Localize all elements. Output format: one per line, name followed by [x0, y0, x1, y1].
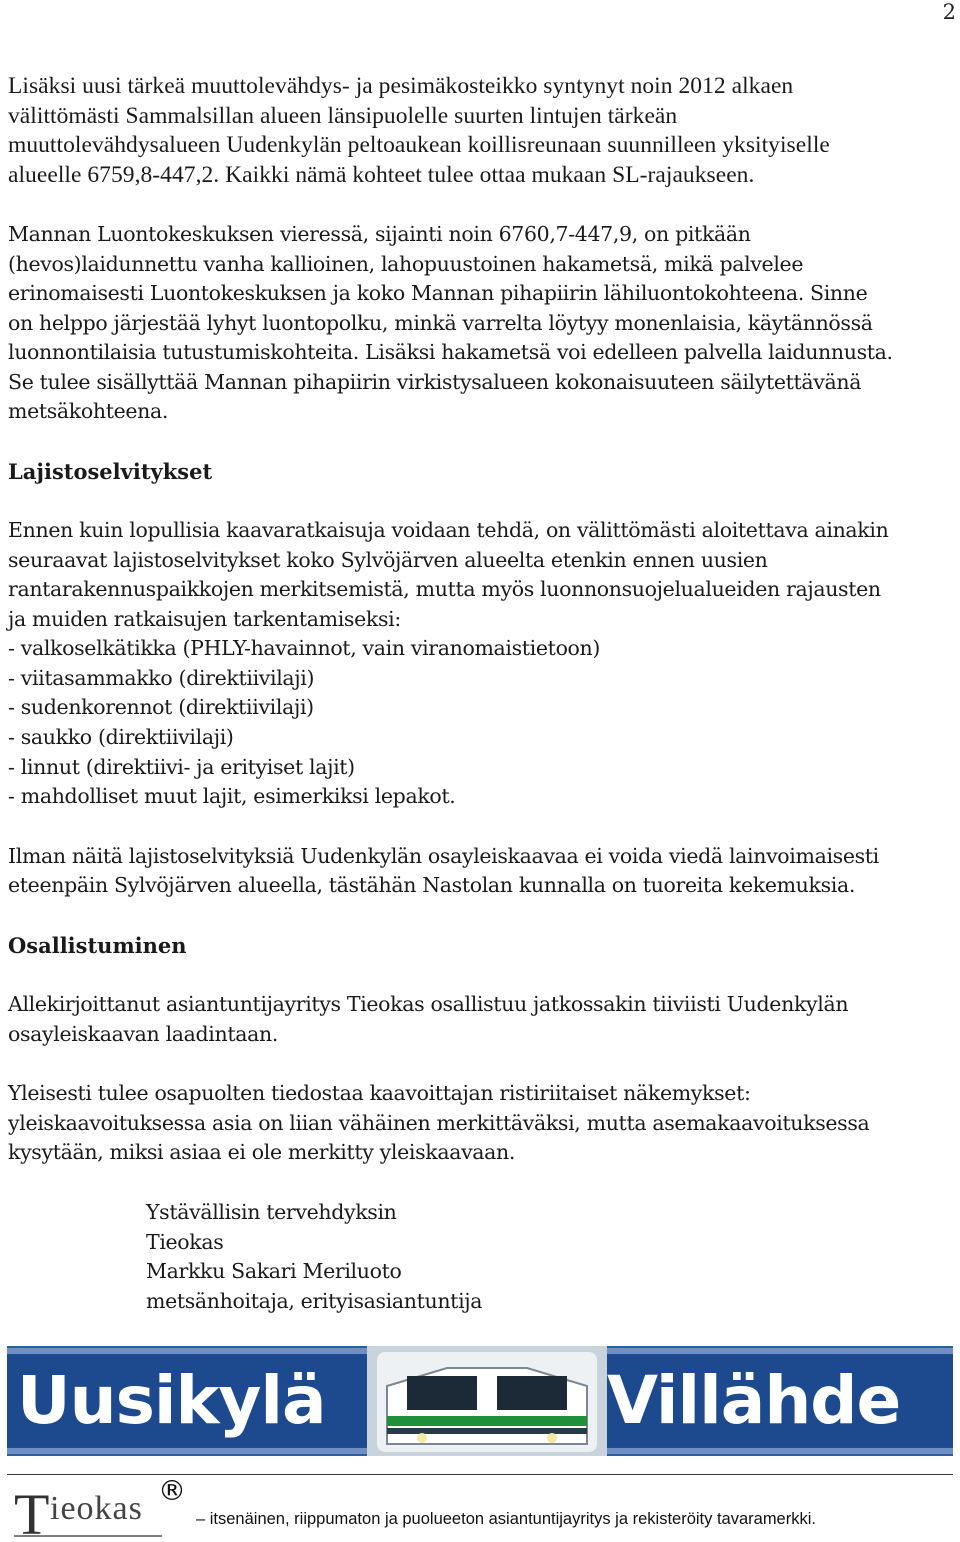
registered-mark: ®	[158, 1474, 186, 1507]
paragraph-line: Lisäksi uusi tärkeä muuttolevähdys- ja pesimäkosteikko syntynyt noin 2012 alkaen	[8, 73, 794, 99]
signature-line: Markku Sakari Meriluoto	[146, 1259, 402, 1283]
footer-tagline: – itsenäinen, riippumaton ja puolueeton asiantuntijayritys ja rekisteröity tavaramerkki.	[196, 1510, 816, 1528]
paragraph-line: kysytään, miksi asiaa ei ole merkitty yleiskaavaan.	[8, 1140, 516, 1164]
paragraph-line: luonnontilaisia tutustumiskohteita. Lisäksi hakametsä voi edelleen palvella laidunnusta.	[8, 340, 893, 364]
section-heading: Osallistuminen	[8, 933, 187, 958]
paragraph-line: rantarakennuspaikkojen merkitsemistä, mutta myös luonnonsuojelualueiden rajausten	[8, 577, 881, 601]
section-heading: Lajistoselvitykset	[8, 459, 213, 484]
banner-left-station: Uusikylä	[17, 1362, 326, 1439]
logo-text: ieokas	[50, 1490, 143, 1527]
paragraph-line: välittömästi Sammalsillan alueen länsipuolelle suurten lintujen tärkeän	[8, 103, 678, 129]
signature-line: metsänhoitaja, erityisasiantuntija	[146, 1289, 483, 1313]
signature-line: Ystävällisin tervehdyksin	[146, 1200, 397, 1224]
paragraph-line: ja muiden ratkaisujen tarkentamiseksi:	[8, 607, 401, 631]
paragraph-line: eteenpäin Sylvöjärven alueella, tästähän Nastolan kunnalla on tuoreita kekemuksia.	[8, 873, 856, 897]
paragraph-line: erinomaisesti Luontokeskuksen ja koko Mannan pihapiirin lähiluontokohteena. Sinne	[8, 281, 868, 305]
paragraph-line: osayleiskaavan laadintaan.	[8, 1022, 279, 1046]
paragraph-line: alueelle 6759,8-447,2. Kaikki nämä kohteet tulee ottaa mukaan SL-rajaukseen.	[8, 162, 755, 188]
paragraph-line: on helppo järjestää lyhyt luontopolku, minkä varrelta löytyy monenlaisia, käytännössä	[8, 311, 873, 335]
signature-line: Tieokas	[146, 1230, 224, 1254]
list-item: - sudenkorennot (direktiivilaji)	[8, 695, 314, 719]
paragraph-line: muuttolevähdysalueen Uudenkylän peltoaukean koillisreunaan suunnilleen yksityiselle	[8, 132, 830, 158]
list-item: - saukko (direktiivilaji)	[8, 725, 234, 749]
paragraph-line: Yleisesti tulee osapuolten tiedostaa kaavoittajan ristiriitaiset näkemykset:	[8, 1081, 751, 1105]
list-item: - mahdolliset muut lajit, esimerkiksi lepakot.	[8, 784, 456, 808]
paragraph-line: Ennen kuin lopullisia kaavaratkaisuja voidaan tehdä, on välittömästi aloitettava ainakin	[8, 518, 889, 542]
paragraph-line: Mannan Luontokeskuksen vieressä, sijainti noin 6760,7-447,9, on pitkään	[8, 222, 751, 246]
paragraph-line: Allekirjoittanut asiantuntijayritys Tieokas osallistuu jatkossakin tiiviisti Uudenkylän	[8, 992, 849, 1016]
paragraph-line: (hevos)laidunnettu vanha kallioinen, lahopuustoinen hakametsä, mikä palvelee	[8, 252, 804, 276]
train-icon	[367, 1346, 607, 1456]
paragraph-line: yleiskaavoituksessa asia on liian vähäinen merkittäväksi, mutta asemakaavoituksessa	[8, 1111, 870, 1135]
paragraph-line: Se tulee sisällyttää Mannan pihapiirin virkistysalueen kokonaisuuteen säilytettävänä	[8, 370, 862, 394]
footer-divider	[7, 1474, 953, 1475]
paragraph-line: seuraavat lajistoselvitykset koko Sylvöjärven alueelta etenkin ennen uusien	[8, 548, 768, 572]
banner-image	[7, 1346, 953, 1456]
list-item: - viitasammakko (direktiivilaji)	[8, 666, 315, 690]
list-item: - linnut (direktiivi- ja erityiset lajit)	[8, 755, 355, 779]
logo-initial: T	[14, 1484, 50, 1540]
paragraph-line: metsäkohteena.	[8, 399, 169, 423]
paragraph-line: Ilman näitä lajistoselvityksiä Uudenkylän osayleiskaavaa ei voida viedä lainvoimaisesti	[8, 844, 879, 868]
page-number: 2	[942, 0, 956, 24]
banner-right-station: Villähde	[607, 1362, 901, 1439]
list-item: - valkoselkätikka (PHLY-havainnot, vain viranomaistietoon)	[8, 636, 601, 660]
